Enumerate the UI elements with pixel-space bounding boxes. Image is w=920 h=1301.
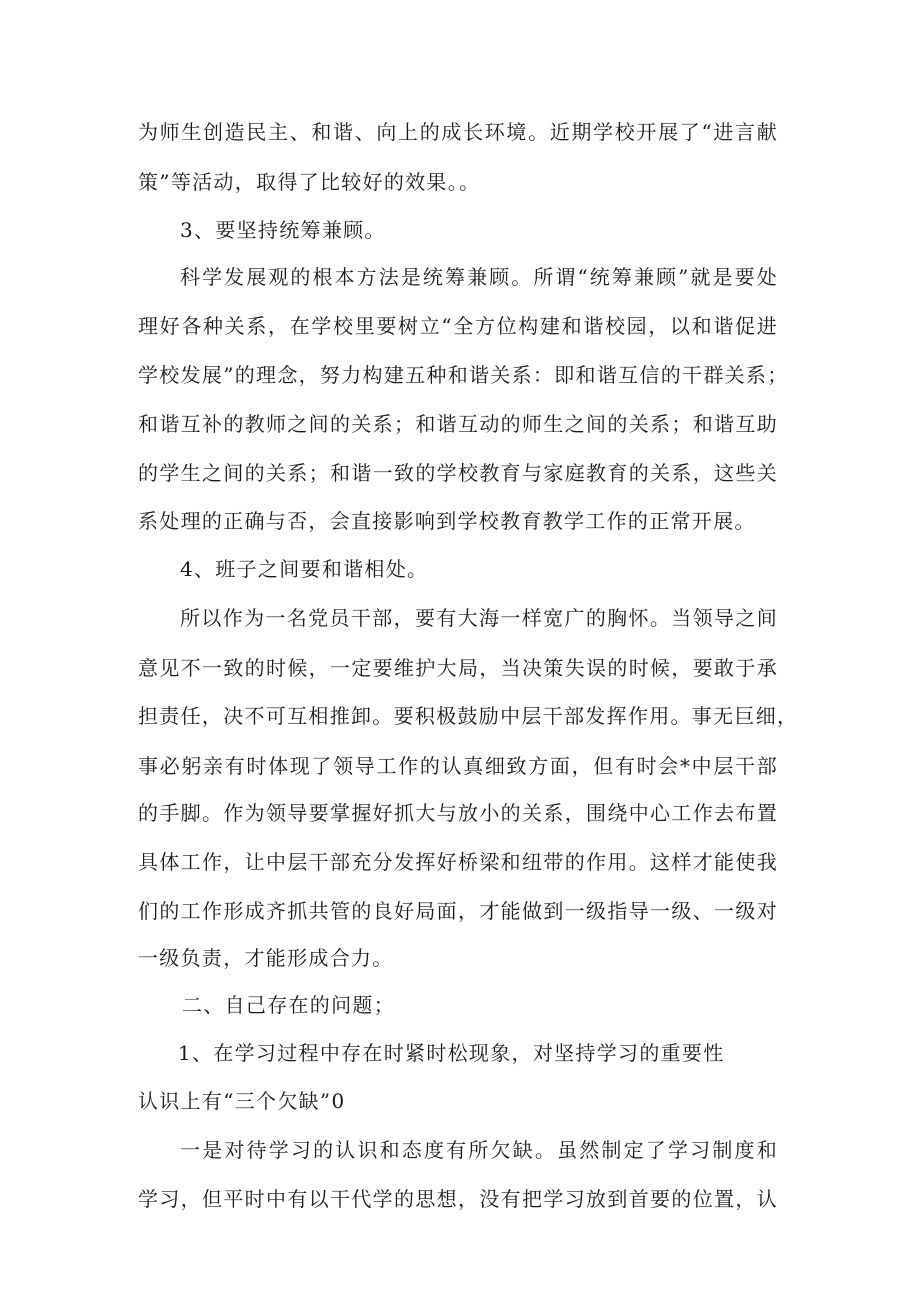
body-text-line: 策”等活动，取得了比较好的效果。。 <box>138 170 481 194</box>
subsection-heading: 1、在学习过程中存在时紧时松现象，对坚持学习的重要性 <box>178 1041 725 1065</box>
body-text-line: 们的工作形成齐抓共管的良好局面，才能做到一级指导一级、一级对 <box>138 899 778 923</box>
body-text-line: 一级负责，才能形成合力。 <box>138 946 394 970</box>
section-heading: 4、班子之间要和谐相处。 <box>180 557 429 581</box>
body-text-line: 的手脚。作为领导要掌握好抓大与放小的关系，围绕中心工作去布置 <box>138 801 778 825</box>
body-text-line: 意见不一致的时候，一定要维护大局，当决策失误的时候，要敢于承 <box>138 656 778 680</box>
body-text-line: 学习，但平时中有以干代学的思想，没有把学习放到首要的位置，认 <box>138 1187 778 1211</box>
body-text-line: 的学生之间的关系；和谐一致的学校教育与家庭教育的关系，这些关 <box>138 461 778 485</box>
body-text-line: 事必躬亲有时体现了领导工作的认真细致方面，但有时会*中层干部 <box>138 754 778 778</box>
body-text-line: 科学发展观的根本方法是统筹兼顾。所谓“统筹兼顾”就是要处 <box>180 265 778 289</box>
section-heading: 3、要坚持统筹兼顾。 <box>180 218 386 242</box>
body-text-line: 担责任，决不可互相推卸。要积极鼓励中层干部发挥作用。事无巨细， <box>138 704 799 728</box>
body-text-line: 理好各种关系，在学校里要树立“全方位构建和谐校园，以和谐促进 <box>138 314 778 338</box>
body-text-line: 一是对待学习的认识和态度有所欠缺。虽然制定了学习制度和 <box>180 1138 778 1162</box>
body-text-line: 和谐互补的教师之间的关系；和谐互动的师生之间的关系；和谐互助 <box>138 412 778 436</box>
body-text-line: 系处理的正确与否，会直接影响到学校教育教学工作的正常开展。 <box>138 509 756 533</box>
body-text-line: 为师生创造民主、和谐、向上的成长环境。近期学校开展了“进言献 <box>138 120 778 144</box>
subsection-heading-continued: 认识上有“三个欠缺”0 <box>138 1089 346 1113</box>
section-heading: 二、自己存在的问题； <box>182 993 395 1017</box>
body-text-line: 所以作为一名党员干部，要有大海一样宽广的胸怀。当领导之间 <box>180 606 778 630</box>
body-text-line: 学校发展”的理念，努力构建五种和谐关系：即和谐互信的干群关系； <box>138 363 789 387</box>
body-text-line: 具体工作，让中层干部充分发挥好桥梁和纽带的作用。这样才能使我 <box>138 850 778 874</box>
